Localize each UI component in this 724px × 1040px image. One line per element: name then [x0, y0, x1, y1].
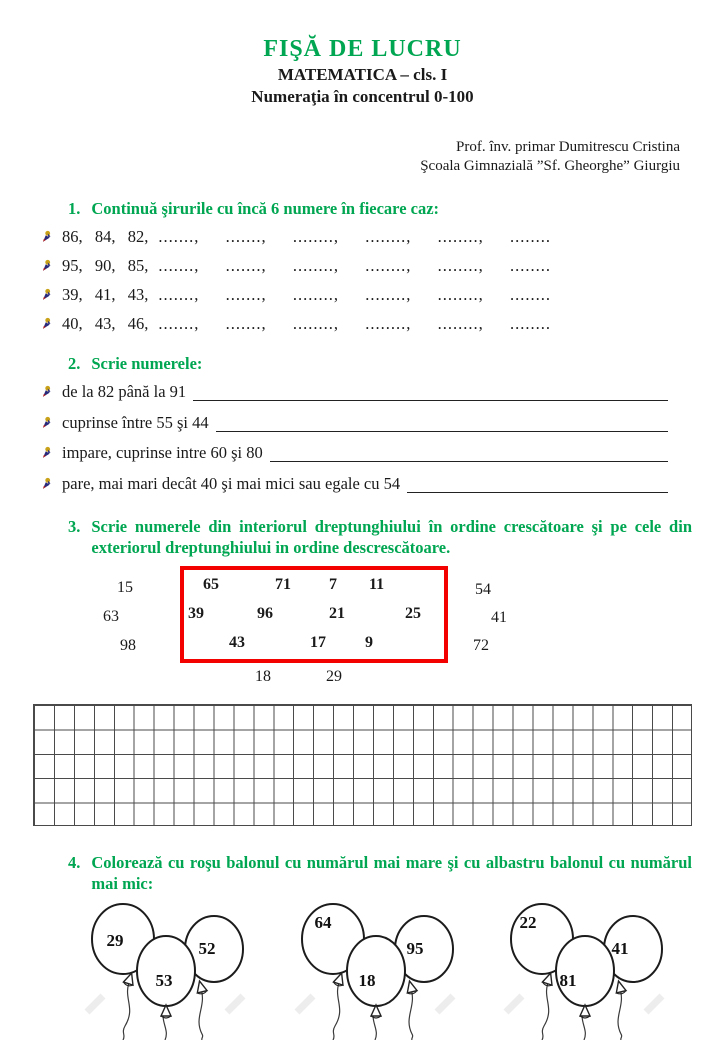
balloon-groups	[69, 894, 678, 1040]
sequence-start: 40, 43, 46,	[62, 314, 149, 333]
section-2-heading	[68, 353, 692, 374]
section-1-heading	[68, 198, 692, 219]
balloon-number: 22	[519, 913, 537, 932]
outside-number: 18	[255, 668, 271, 685]
answer-line	[270, 443, 668, 462]
page-title: FIŞĂ DE LUCRU	[263, 36, 462, 62]
outside-number: 29	[326, 668, 342, 685]
balloon-string	[123, 978, 131, 1040]
balloon-string	[542, 978, 550, 1040]
section-4-heading	[68, 852, 692, 894]
balloon-knot	[614, 980, 627, 995]
section-4-number: 4.	[68, 853, 81, 872]
section-1-title: Continuă şirurile cu încă 6 numere în fiecare caz:	[91, 199, 440, 218]
balloon-number: 18	[358, 971, 375, 990]
inside-number: 17	[310, 634, 326, 651]
pushpin-bullet-icon	[40, 230, 53, 243]
pushpin-bullet-icon	[40, 477, 53, 490]
number-box-figure	[33, 566, 692, 692]
write-in-label: cuprinse între 55 şi 44	[62, 412, 209, 432]
balloon-knot	[580, 1005, 590, 1018]
pushpin-bullet-icon	[40, 288, 53, 301]
topic-line: Numeraţia în concentrul 0-100	[251, 87, 474, 106]
section-2-title: Scrie numerele:	[91, 354, 203, 373]
header	[33, 34, 692, 108]
balloon-number: 53	[155, 971, 173, 990]
watermark-slash	[646, 996, 662, 1012]
balloon-number: 52	[198, 939, 216, 958]
write-in-item	[40, 413, 668, 444]
outside-number: 63	[103, 608, 119, 625]
inside-number: 7	[329, 576, 337, 593]
balloon-knot	[404, 980, 417, 995]
pushpin-bullet-icon	[40, 317, 53, 330]
inside-number: 11	[369, 576, 385, 593]
watermark-slash	[297, 996, 313, 1012]
inside-number: 25	[405, 605, 421, 622]
balloon-number: 81	[559, 971, 577, 990]
sequence-blanks: ......., ......., ........, ........, ........, ........	[158, 256, 551, 275]
sequence-blanks: ......., ......., ........, ........, ........, ........	[158, 314, 551, 333]
outside-number: 15	[117, 579, 133, 596]
section-3-title: Scrie numerele din interiorul dreptunghiului în ordine crescătoare şi pe cele din exteriorul dreptunghiului in ordine descrescătoare.	[91, 517, 692, 557]
inside-number: 21	[329, 605, 345, 622]
balloon-string	[333, 978, 341, 1040]
section-3-number: 3.	[68, 517, 81, 536]
balloon-number: 95	[406, 939, 423, 958]
author-block	[33, 138, 680, 176]
sequence-start: 39, 41, 43,	[62, 285, 149, 304]
sequence-row	[40, 227, 692, 256]
outside-number: 41	[491, 609, 507, 626]
section-4-title: Colorează cu roşu balonul cu numărul mai mare şi cu albastru balonul cu numărul mai mic:	[91, 853, 692, 893]
section-2-number: 2.	[68, 354, 81, 373]
watermark-slash	[87, 996, 103, 1012]
pushpin-bullet-icon	[40, 385, 53, 398]
section-3-heading	[68, 516, 692, 558]
write-in-label: de la 82 până la 91	[62, 382, 187, 401]
balloon-number: 64	[314, 913, 331, 932]
inside-number: 9	[365, 634, 373, 651]
sequence-start: 86, 84, 82,	[62, 227, 149, 246]
inside-number: 43	[229, 634, 245, 651]
pushpin-bullet-icon	[40, 446, 53, 459]
sequence-row	[40, 314, 692, 343]
balloon-knot	[371, 1005, 381, 1018]
teacher-line: Prof. înv. primar Dumitrescu Cristina	[456, 139, 680, 155]
write-in-label: pare, mai mari decât 40 şi mai mici sau egale cu 54	[62, 473, 401, 493]
watermark-slash	[227, 996, 243, 1012]
outside-number: 98	[120, 637, 136, 654]
watermark-slash	[506, 996, 522, 1012]
inside-number: 71	[275, 576, 291, 593]
balloon-group	[279, 894, 469, 1040]
section-1-number: 1.	[68, 199, 81, 218]
inside-number: 39	[188, 605, 204, 622]
subject-line: MATEMATICA – cls. I	[277, 65, 448, 84]
balloon-knot	[195, 980, 208, 995]
inside-number: 96	[257, 605, 273, 622]
balloon-group	[69, 894, 259, 1040]
write-in-item	[40, 443, 668, 474]
balloon-knot	[161, 1005, 171, 1018]
balloon	[347, 936, 405, 1006]
watermark-slash	[437, 996, 453, 1012]
squared-answer-grid	[33, 704, 692, 826]
write-in-item	[40, 382, 668, 413]
sequence-row	[40, 285, 692, 314]
balloon-number: 29	[106, 931, 124, 950]
school-line: Şcoala Gimnazială ”Sf. Gheorghe” Giurgiu	[420, 158, 680, 174]
sequence-start: 95, 90, 85,	[62, 256, 149, 275]
write-in-label: impare, cuprinse intre 60 şi 80	[62, 443, 263, 462]
balloon-number: 41	[611, 939, 629, 958]
pushpin-bullet-icon	[40, 259, 53, 272]
write-in-item	[40, 474, 668, 505]
answer-line	[407, 474, 668, 493]
inside-number: 65	[203, 576, 219, 593]
sequence-blanks: ......., ......., ........, ........, ........, ........	[158, 227, 551, 246]
answer-line	[216, 413, 668, 432]
pushpin-bullet-icon	[40, 416, 53, 429]
outside-number: 54	[475, 581, 491, 598]
answer-line	[193, 382, 668, 401]
sequence-row	[40, 256, 692, 285]
outside-number: 72	[473, 637, 489, 654]
sequence-blanks: ......., ......., ........, ........, ........, ........	[158, 285, 551, 304]
balloon-group	[488, 894, 678, 1040]
